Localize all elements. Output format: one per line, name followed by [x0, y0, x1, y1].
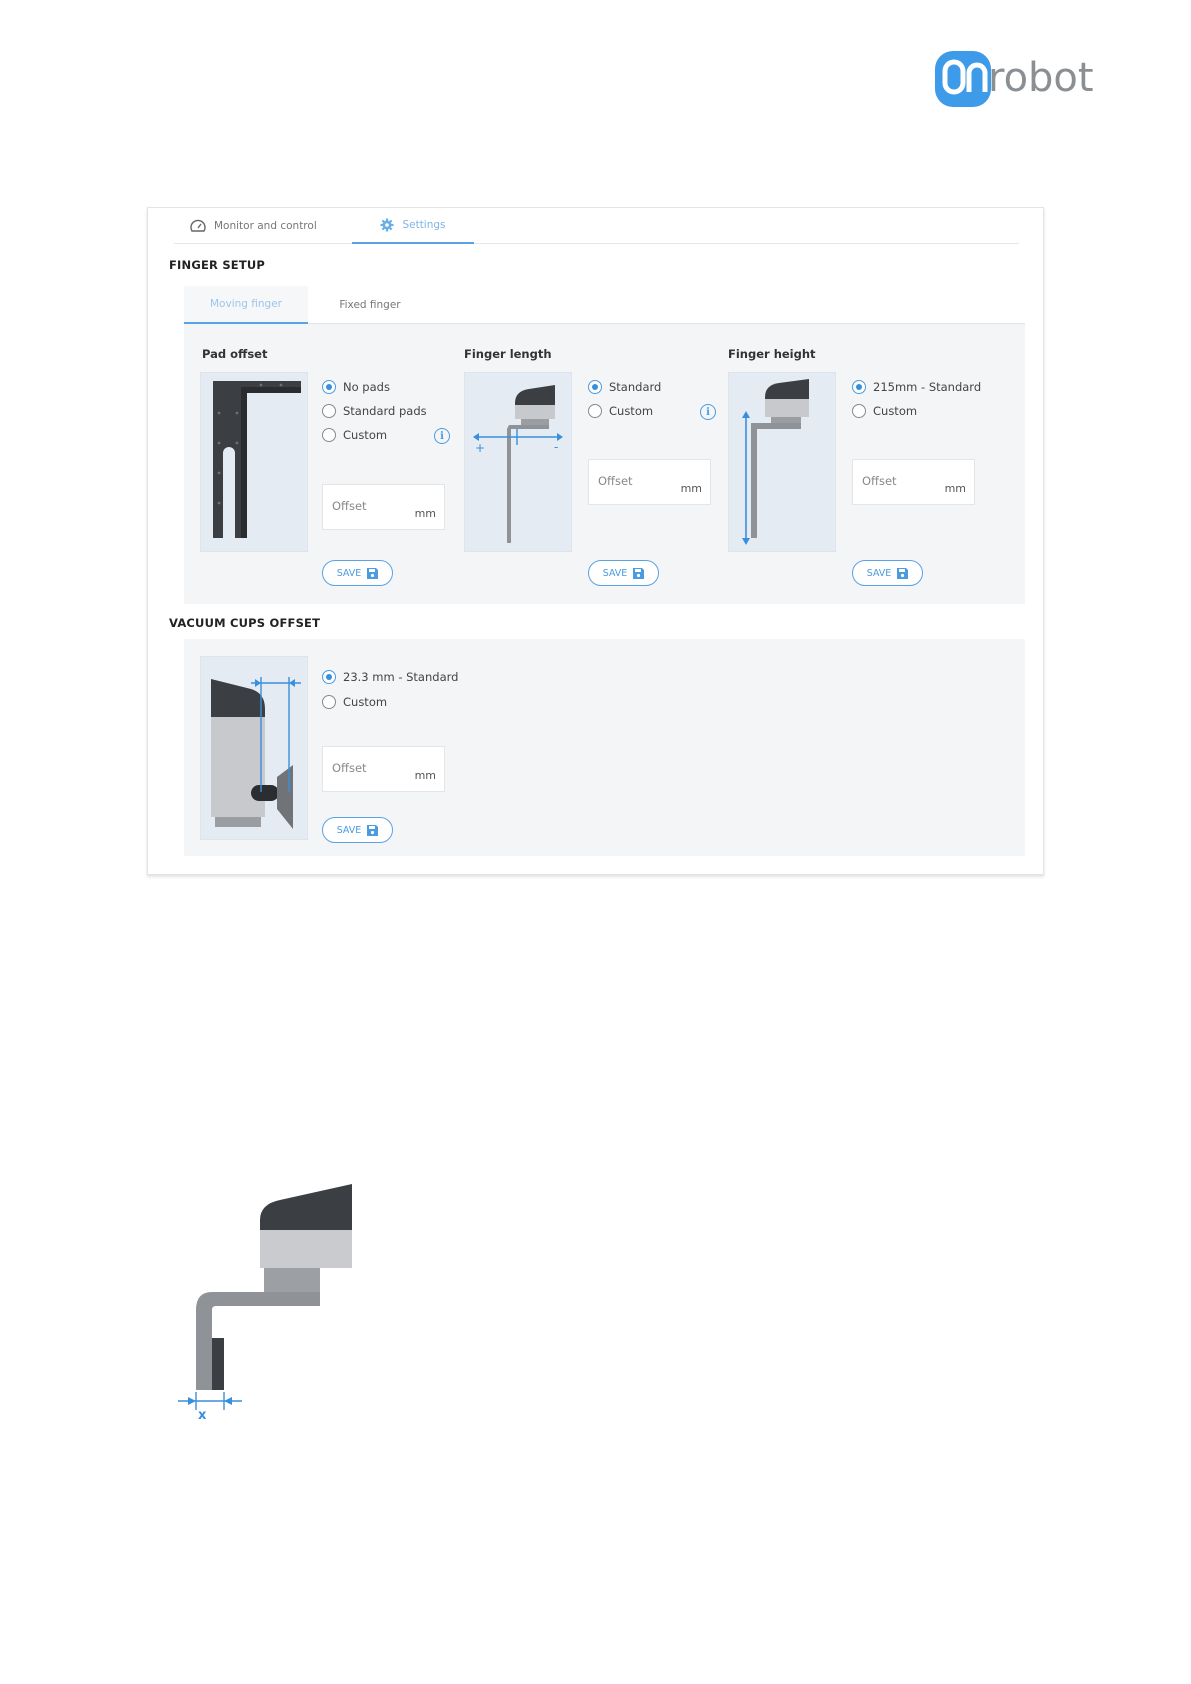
vacuum-cups-box	[184, 639, 1025, 856]
finger-length-image	[464, 372, 572, 552]
field-unit: mm	[414, 507, 436, 520]
radio-label: 23.3 mm - Standard	[343, 670, 459, 684]
main-tabs	[174, 208, 1019, 244]
radio-label: Standard pads	[343, 404, 427, 418]
field-unit: mm	[944, 482, 966, 495]
logo-wordmark: robot	[988, 55, 1094, 101]
vacuum-option-custom[interactable]	[322, 695, 387, 709]
save-label: SAVE	[336, 824, 362, 836]
radio-selected[interactable]	[852, 380, 866, 394]
finger-length-field[interactable]	[588, 459, 711, 505]
pad-option-standard-pads[interactable]	[322, 404, 427, 418]
floppy-disk-icon	[633, 568, 644, 579]
finger-height-title: Finger height	[728, 347, 816, 361]
settings-panel	[147, 207, 1044, 875]
tab-fixed-finger[interactable]: Fixed finger	[339, 299, 401, 311]
pad-offset-save-button[interactable]	[322, 560, 393, 586]
pad-offset-title: Pad offset	[202, 347, 268, 361]
radio-label: No pads	[343, 380, 390, 394]
pad-option-custom[interactable]	[322, 428, 387, 442]
tab-moving-finger[interactable]: Moving finger	[184, 286, 308, 324]
pad-option-no-pads[interactable]	[322, 380, 390, 394]
finger-length-title: Finger length	[464, 347, 552, 361]
finger-height-save-button[interactable]	[852, 560, 923, 586]
finger-setup-title: FINGER SETUP	[169, 258, 266, 272]
field-placeholder: Offset	[862, 474, 897, 488]
radio-unselected[interactable]	[322, 404, 336, 418]
finger-setup-box	[184, 324, 1025, 604]
save-label: SAVE	[602, 567, 628, 579]
radio-label: Custom	[343, 428, 388, 442]
radio-label: Standard	[609, 380, 662, 394]
field-placeholder: Offset	[332, 761, 367, 775]
vacuum-cups-offset-title: VACUUM CUPS OFFSET	[169, 616, 321, 630]
save-label: SAVE	[336, 567, 362, 579]
minus-sign: -	[554, 440, 559, 454]
length-option-custom[interactable]	[588, 404, 653, 418]
radio-label: 215mm - Standard	[873, 380, 982, 394]
radio-label: Custom	[609, 404, 654, 418]
radio-selected[interactable]	[588, 380, 602, 394]
finger-subtabs	[184, 286, 1025, 324]
radio-label: Custom	[873, 404, 918, 418]
finger-length-save-button[interactable]	[588, 560, 659, 586]
floppy-disk-icon	[367, 568, 378, 579]
gear-icon	[380, 218, 394, 232]
gauge-icon	[190, 219, 206, 233]
tab-monitor-label: Monitor and control	[214, 220, 317, 232]
pad-offset-image	[200, 372, 308, 552]
floppy-disk-icon	[367, 825, 378, 836]
radio-selected[interactable]	[322, 670, 336, 684]
tab-settings[interactable]	[352, 208, 474, 244]
length-option-standard[interactable]	[588, 380, 661, 394]
vacuum-cup-image	[200, 656, 308, 840]
field-unit: mm	[680, 482, 702, 495]
finger-offset-diagram	[176, 1180, 356, 1425]
radio-label: Custom	[343, 695, 388, 709]
field-unit: mm	[414, 769, 436, 782]
pad-offset-field[interactable]	[322, 484, 445, 530]
info-icon[interactable]: i	[434, 428, 450, 444]
radio-unselected[interactable]	[852, 404, 866, 418]
finger-height-image	[728, 372, 836, 552]
tab-settings-label: Settings	[402, 219, 446, 231]
height-option-custom[interactable]	[852, 404, 917, 418]
vacuum-save-button[interactable]	[322, 817, 393, 843]
radio-selected[interactable]	[322, 380, 336, 394]
info-icon[interactable]: i	[700, 404, 716, 420]
field-placeholder: Offset	[332, 499, 367, 513]
height-option-standard[interactable]	[852, 380, 981, 394]
radio-unselected[interactable]	[588, 404, 602, 418]
radio-unselected[interactable]	[322, 428, 336, 442]
tab-monitor-control[interactable]	[182, 208, 332, 244]
vacuum-offset-field[interactable]	[322, 746, 445, 792]
dimension-x-label: x	[198, 1408, 207, 1423]
floppy-disk-icon	[897, 568, 908, 579]
vacuum-option-standard[interactable]	[322, 670, 458, 684]
plus-sign: +	[475, 441, 486, 455]
finger-height-field[interactable]	[852, 459, 975, 505]
field-placeholder: Offset	[598, 474, 633, 488]
save-label: SAVE	[866, 567, 892, 579]
radio-unselected[interactable]	[322, 695, 336, 709]
